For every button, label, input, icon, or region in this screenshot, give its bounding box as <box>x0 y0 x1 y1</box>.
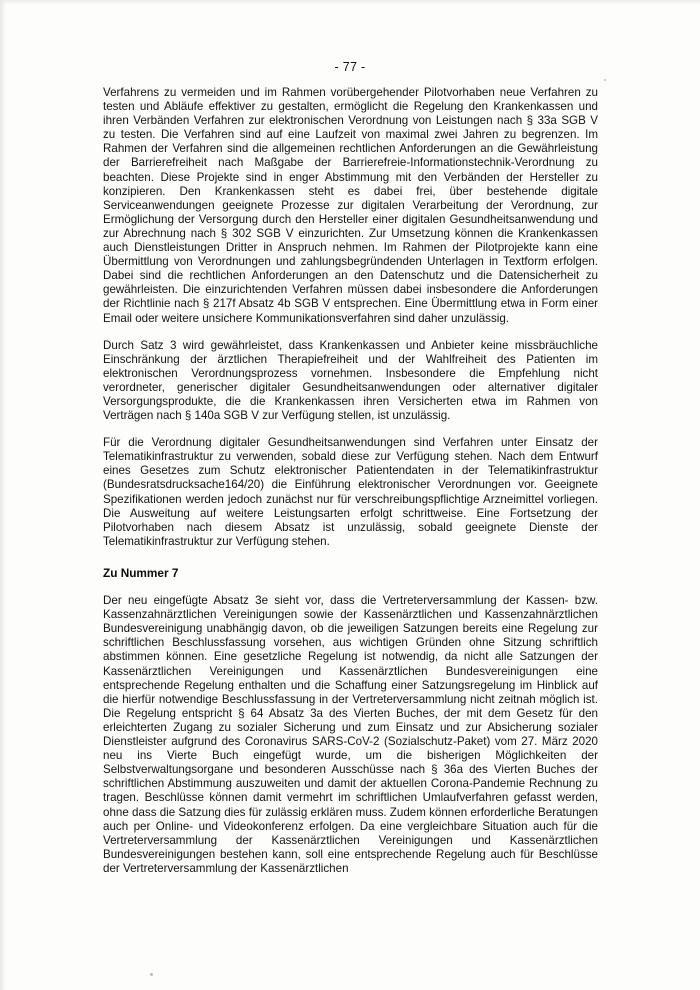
paragraph-1: Verfahrens zu vermeiden und im Rahmen vorübergehender Pilotvorhaben neue Verfahren zu testen und Abläufe effektiver zu gestalten, ermöglicht die Regelung den Krankenkassen und ihren Verbänden Verfahren zur elektronischen Verordnung von Leistungen nach § 33a SGB V zu testen. Die Verfahren sind auf eine Laufzeit von maximal zwei Jahren zu begrenzen. Im Rahmen der Verfahren sind die allgemeinen rechtlichen Anforderungen an die Gewährleistung der Barrierefreiheit nach Maßgabe der Barrierefreie-Informationstechnik-Verordnung zu beachten. Diese Projekte sind in enger Abstimmung mit den Verbänden der Hersteller zu konzipieren. Den Krankenkassen steht es dabei frei, über bestehende digitale Serviceanwendungen geeignete Prozesse zur digitalen Verarbeitung der Verordnung, zur Ermöglichung der Versorgung durch den Hersteller einer digitalen Gesundheitsanwendung und zur Abrechnung nach § 302 SGB V einzurichten. Zur Umsetzung können die Krankenkassen auch Dienstleistungen Dritter in Anspruch nehmen. Im Rahmen der Pilotprojekte kann eine Übermittlung von Verordnungen und zahlungsbegründenden Unterlagen in Textform erfolgen. Dabei sind die rechtlichen Anforderungen an den Datenschutz und die Datensicherheit zu gewährleisten. Die einzurichtenden Verfahren müssen dabei insbesondere die Anforderungen der Richtlinie nach § 217f Absatz 4b SGB V entsprechen. Eine Übermittlung etwa in Form einer Email oder weitere unsichere Kommunikationsverfahren sind daher unzulässig. <box>103 86 598 325</box>
scan-speck <box>604 79 606 81</box>
section-heading: Zu Nummer 7 <box>103 565 179 580</box>
paragraph-2: Durch Satz 3 wird gewährleistet, dass Krankenkassen und Anbieter keine missbräuchliche Einschränkung der ärztlichen Therapiefreiheit und der Wahlfreiheit des Patienten im elektronischen Verordnungsprozess vornehmen. Insbesondere die Empfehlung nicht verordneter, generischer digitaler Gesundheitsanwendungen oder alternativer digitaler Versorgungsprodukte, die die Krankenkassen ihren Versicherten etwa im Rahmen von Verträgen nach § 140a SGB V zur Verfügung stellen, ist unzulässig. <box>103 338 598 423</box>
paragraph-3: Für die Verordnung digitaler Gesundheitsanwendungen sind Verfahren unter Einsatz der Telematikinfrastruktur zu verwenden, sobald diese zur Verfügung stehen. Nach dem Entwurf eines Gesetzes zum Schutz elektronischer Patientendaten in der Telematikinfrastruktur (Bundesratsdrucksache164/20) die Einführung elektronischer Verordnungen vor. Geeignete Spezifikationen werden jedoch zunächst nur für verschreibungspflichtige Arzneimittel vorliegen. Die Ausweitung auf weitere Leistungsarten erfolgt schrittweise. Eine Fortsetzung der Pilotvorhaben nach diesem Absatz ist unzulässig, sobald geeignete Dienste der Telematikinfrastruktur zur Verfügung stehen. <box>103 436 598 548</box>
heading-spacer-top <box>103 549 598 566</box>
scan-edge-left <box>0 0 6 990</box>
scan-edge-top <box>0 0 700 5</box>
page-number: - 77 - <box>334 60 366 74</box>
paragraph-4: Der neu eingefügte Absatz 3e sieht vor, dass die Vertreterversammlung der Kassen- bzw. Kassenzahnärztlichen Vereinigungen sowie der Kassenärztlichen und Kassenzahnärztlichen Bundesvereinigung unabhängig davon, ob die jeweiligen Satzungen bereits eine Regelung zur schriftlichen Beschlussfassung vorsehen, aus wichtigen Gründen ohne Sitzung schriftlich abstimmen können. Eine gesetzliche Regelung ist notwendig, da nicht alle Satzungen der Kassenärztlichen Vereinigungen und Kassenärztlichen Bundesvereinigungen eine entsprechende Regelung enthalten und die Schaffung einer Satzungsregelung im Hinblick auf die hierfür notwendige Beschlussfassung in der Vertreterversammlung nicht zeitnah möglich ist. Die Regelung entspricht § 64 Absatz 3a des Vierten Buches, der mit dem Gesetz für den erleichterten Zugang zu sozialer Sicherung und zum Einsatz und zur Absicherung sozialer Dienstleister aufgrund des Coronavirus SARS-CoV-2 (Sozialschutz-Paket) vom 27. März 2020 neu ins Vierte Buch eingefügt wurde, um die bisherigen Möglichkeiten der Selbstverwaltungsorgane und besonderen Ausschüsse nach § 36a des Vierten Buches der schriftlichen Abstimmung auszuweiten und damit der aktuellen Corona-Pandemie Rechnung zu tragen. Beschlüsse können damit vermehrt im schriftlichen Umlaufverfahren gefasst werden, ohne dass die Satzung dies für zulässig erklären muss. Zudem können erforderliche Beratungen auch per Online- und Videokonferenz erfolgen. Da eine vergleichbare Situation auch für die Vertreterversammlung der Kassenärztlichen Vereinigungen und Kassenärztlichen Bundesvereinigungen bestehen kann, soll eine entsprechende Regelung auch für Beschlüsse der Vertreterversammlung der Kassenärztlichen <box>103 594 598 875</box>
scan-speck <box>150 973 153 976</box>
paragraph-spacer <box>103 326 598 339</box>
heading-spacer-bottom <box>103 580 598 594</box>
document-body <box>103 86 598 876</box>
paragraph-spacer <box>103 423 598 436</box>
